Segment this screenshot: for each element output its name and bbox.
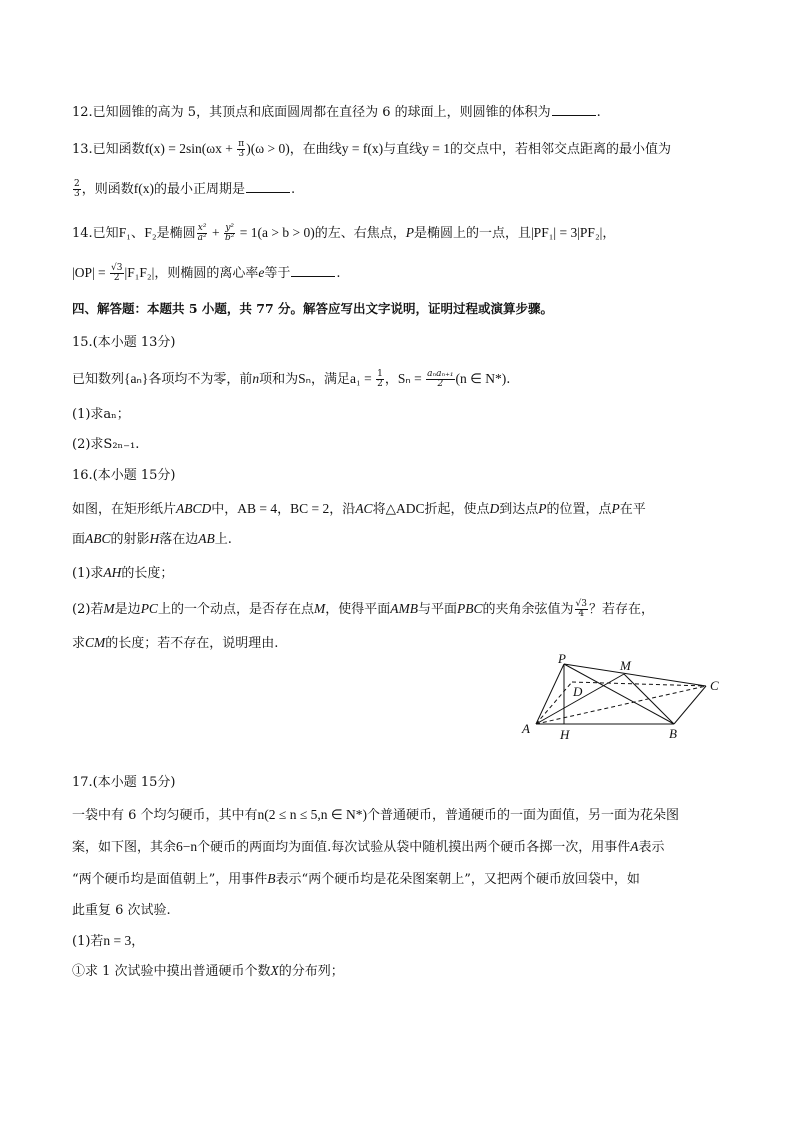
q17-p1-b: ， xyxy=(131,934,145,949)
q16-bc: BC = 2 xyxy=(290,501,330,516)
q16-pc: PC xyxy=(140,601,158,616)
q13-two-thirds xyxy=(73,180,81,199)
q17-p1-a: (1)若 xyxy=(72,934,104,949)
q13-text-c: 与直线 xyxy=(383,142,423,157)
edge-AC xyxy=(536,686,706,724)
q15-half xyxy=(376,370,384,389)
q13-text-f: 的最小正周期是 xyxy=(154,182,246,197)
label-M: M xyxy=(620,658,631,673)
q17-range: n(2 ≤ n ≤ 5,n ∈ N*) xyxy=(257,807,367,822)
q16-p: P xyxy=(538,501,547,516)
edge-PC xyxy=(564,664,706,686)
q16-stem-line1 xyxy=(72,500,646,519)
q16-ah: AH xyxy=(103,565,122,580)
q16-p3-b: 的长度；若不存在，说明理由. xyxy=(105,636,279,651)
q16-text-f: 折起，使点 xyxy=(424,502,490,517)
answer-blank[interactable] xyxy=(552,103,596,116)
q17-line3 xyxy=(72,870,640,889)
q16-sqrt3: √3 xyxy=(575,599,587,609)
q15-half-den: 2 xyxy=(377,379,383,389)
q14-text-a: 14.已知 xyxy=(72,226,119,241)
q15-text-b: 各项均不为零，前 xyxy=(148,372,253,387)
q12-line xyxy=(72,103,601,122)
q15-text-c: 项和为 xyxy=(259,372,299,387)
q16-abc: ABC xyxy=(85,531,111,546)
q16-p1-a: (1)求 xyxy=(72,566,104,581)
q14-y-fraction xyxy=(224,224,235,243)
q15-text-d: ，满足 xyxy=(311,372,351,387)
q13-pi-num: π xyxy=(238,139,245,149)
q16-amb: AMB xyxy=(390,601,418,616)
q15-n: n xyxy=(252,371,260,386)
q14-sqrt3-half xyxy=(110,264,123,283)
q14-x2: x² xyxy=(197,223,207,233)
edge-AD xyxy=(536,682,572,724)
q14-text-f: ，则椭圆的离心率 xyxy=(154,266,259,281)
q16-p3-a: 求 xyxy=(72,636,86,651)
q12-end: . xyxy=(596,105,601,120)
q17-head: 17.(本小题 15分) xyxy=(72,775,176,790)
q15-prod-den: 2 xyxy=(437,379,444,389)
q16-cos-fraction xyxy=(575,600,588,619)
q14-eccentricity: e xyxy=(258,265,265,280)
label-D: D xyxy=(573,684,583,699)
q14-text-e: ， xyxy=(602,226,616,241)
q17-line1 xyxy=(72,806,679,825)
q15-part1: (1)求aₙ； xyxy=(72,407,130,422)
q16-part2 xyxy=(72,600,654,619)
q15-end: . xyxy=(506,372,511,387)
q15-prod-num: aₙaₙ₊₁ xyxy=(427,369,454,379)
q16-part2-cont xyxy=(72,634,278,653)
q16-text-e: 将 xyxy=(372,502,386,517)
q13-line-eq: y = 1 xyxy=(422,141,450,156)
q14-end: . xyxy=(336,266,341,281)
q13-pi-den: 3 xyxy=(238,149,245,159)
q13-text-b: ，在曲线 xyxy=(289,142,342,157)
q17-n3: n = 3 xyxy=(103,933,132,948)
q16-text-b: 中， xyxy=(211,502,238,517)
q14-point-p: P xyxy=(405,225,414,240)
q13-frac-num: 2 xyxy=(74,179,80,189)
q16-text-c: ， xyxy=(277,502,291,517)
q16-m: M xyxy=(103,601,115,616)
q13-fx: f(x) xyxy=(133,181,154,196)
q15-condition: (n ∈ N*) xyxy=(455,371,507,386)
q15-sn-eq: Sₙ = xyxy=(397,371,426,386)
q16-p2-g: ？若存在， xyxy=(588,602,654,617)
q16-p2-d: ，使得平面 xyxy=(325,602,391,617)
q14-sqrt3: √3 xyxy=(111,263,123,273)
q14-b2: b² xyxy=(225,233,235,243)
q16-p2-e: 与平面 xyxy=(417,602,457,617)
q16-p2-f: 的夹角余弦值为 xyxy=(482,602,574,617)
q14-two: 2 xyxy=(113,273,120,283)
q14-line2 xyxy=(72,264,341,283)
q16-p2-c: 上的一个动点，是否存在点 xyxy=(157,602,314,617)
q14-foci: F₁、F₂ xyxy=(118,225,157,240)
q16-ab2: AB xyxy=(198,531,215,546)
q13-text-e: ，则函数 xyxy=(81,182,134,197)
answer-blank[interactable] xyxy=(246,180,290,193)
q13-text-d: 的交点中，若相邻交点距离的最小值为 xyxy=(449,142,671,157)
q12-text: 12.已知圆锥的高为 5，其顶点和底面圆周都在直径为 6 的球面上，则圆锥的体积为 xyxy=(72,105,551,120)
q17-event-a: A xyxy=(630,839,639,854)
q16-geometry-figure xyxy=(516,654,726,744)
q16-ab: AB = 4 xyxy=(237,501,278,516)
q17-text-d: 个硬币的两面均为面值.每次试验从袋中随机摸出两个硬币各掷一次，用事件 xyxy=(197,840,631,855)
q16-head: 16.(本小题 15分) xyxy=(72,468,176,483)
q15-part2: (2)求S₂ₙ₋₁. xyxy=(72,437,140,452)
q17-text-b: 个普通硬币，普通硬币的一面为面值，另一面为花朵图 xyxy=(367,808,680,823)
q16-part1 xyxy=(72,564,173,583)
q15-sn: Sₙ xyxy=(298,371,312,386)
q13-curve: y = f(x) xyxy=(341,141,384,156)
q15-product-fraction xyxy=(426,370,454,389)
q14-f1f2: |F₁F₂| xyxy=(124,265,155,280)
q16-p1-b: 的长度； xyxy=(121,566,174,581)
q14-text-c: 的左、右焦点， xyxy=(314,226,406,241)
label-B: B xyxy=(669,726,677,741)
q17-sub1 xyxy=(72,962,344,981)
q16-ac: AC xyxy=(355,501,373,516)
q13-function: f(x) = 2sin(ωx + xyxy=(144,141,237,156)
q16-text-d: ，沿 xyxy=(329,502,356,517)
label-C: C xyxy=(710,678,719,693)
q13-frac-den: 3 xyxy=(74,189,80,199)
q16-four: 4 xyxy=(578,609,585,619)
q15-a1: a₁ = xyxy=(350,371,376,386)
q16-text-i: 在平 xyxy=(619,502,646,517)
q15-stem xyxy=(72,370,510,389)
q14-a2: a² xyxy=(197,233,207,243)
edge-AM xyxy=(536,674,624,724)
q13-line2 xyxy=(72,180,295,199)
q16-text-l: 落在边 xyxy=(159,532,199,547)
q17-line4: 此重复 6 次试验. xyxy=(72,903,171,918)
q17-event-b: B xyxy=(267,871,276,886)
q16-m2: M xyxy=(313,601,326,616)
q17-part1 xyxy=(72,932,144,951)
q13-line1 xyxy=(72,140,671,159)
q17-sub1-a: ①求 1 次试验中摸出普通硬币个数 xyxy=(72,964,271,979)
q17-x: X xyxy=(270,963,279,978)
section-heading: 四、解答题：本题共 5 小题，共 77 分。解答应写出文字说明，证明过程或演算步骤。 xyxy=(72,301,554,316)
q14-condition: |PF₁| = 3|PF₂| xyxy=(530,225,603,240)
q14-text-g: 等于 xyxy=(264,266,291,281)
q17-sub1-b: 的分布列； xyxy=(278,964,344,979)
q16-text-a: 如图，在矩形纸片 xyxy=(72,502,177,517)
q14-text-d: 是椭圆上的一点，且 xyxy=(413,226,531,241)
label-H: H xyxy=(560,727,570,742)
q17-text-c: 案，如下图，其余 xyxy=(72,840,177,855)
q16-text-j: 面 xyxy=(72,532,86,547)
q14-x-fraction xyxy=(197,224,208,243)
q17-text-a: 一袋中有 6 个均匀硬币，其中有 xyxy=(72,808,258,823)
q16-text-h: 的位置，点 xyxy=(546,502,612,517)
q16-p2-a: (2)若 xyxy=(72,602,104,617)
q14-line1: 14.已知F₁、F₂是椭圆 $\frac{\text{x²}}{\text{a²}}$ + $\frac{\text{y²}}{\text{b²}}$ = 1(a > b > 0)的左、右焦点，P是椭圆上的一点，且|PF₁| = 3|PF₂|， xyxy=(72,223,616,243)
label-A: A xyxy=(522,721,530,736)
q16-p2-b: 是边 xyxy=(114,602,141,617)
q15-text-a: 已知数列 xyxy=(72,372,125,387)
q16-p2: P xyxy=(611,501,620,516)
q16-h: H xyxy=(149,531,160,546)
q17-text-f: “两个硬币均是面值朝上”，用事件 xyxy=(72,872,268,887)
q16-d: D xyxy=(489,501,500,516)
q16-text-g: 到达点 xyxy=(499,502,539,517)
q16-pbc: PBC xyxy=(457,601,483,616)
q13-function-end: )(ω > 0) xyxy=(246,141,290,156)
q14-y2: y² xyxy=(225,223,235,233)
q17-six-n: 6−n xyxy=(176,839,198,854)
label-P: P xyxy=(558,654,566,666)
q15-head: 15.(本小题 13分) xyxy=(72,335,176,350)
q17-text-e: 表示 xyxy=(638,840,665,855)
edge-PA xyxy=(536,664,564,724)
q16-abcd: ABCD xyxy=(176,501,212,516)
answer-blank[interactable] xyxy=(291,264,335,277)
edge-BC xyxy=(674,686,706,724)
q16-text-k: 的射影 xyxy=(110,532,150,547)
q15-sequence: {aₙ} xyxy=(124,371,149,386)
q16-cm: CM xyxy=(85,635,106,650)
q17-line2 xyxy=(72,838,665,857)
q14-op: |OP| = xyxy=(72,265,110,280)
q15-text-e: ， xyxy=(384,372,398,387)
q13-end: . xyxy=(291,182,296,197)
q13-text-a: 13.已知函数 xyxy=(72,142,145,157)
q16-stem-line2 xyxy=(72,530,232,549)
q14-ellipse-eq: = 1(a > b > 0) xyxy=(236,225,315,240)
q16-text-m: 上. xyxy=(214,532,232,547)
q14-text-b: 是椭圆 xyxy=(156,226,196,241)
q15-half-num: 1 xyxy=(377,369,383,379)
q17-text-g: 表示“两个硬币均是花朵图案朝上”，又把两个硬币放回袋中，如 xyxy=(275,872,640,887)
q16-triangle: △ADC xyxy=(385,501,425,516)
q13-pi-fraction xyxy=(237,140,245,159)
